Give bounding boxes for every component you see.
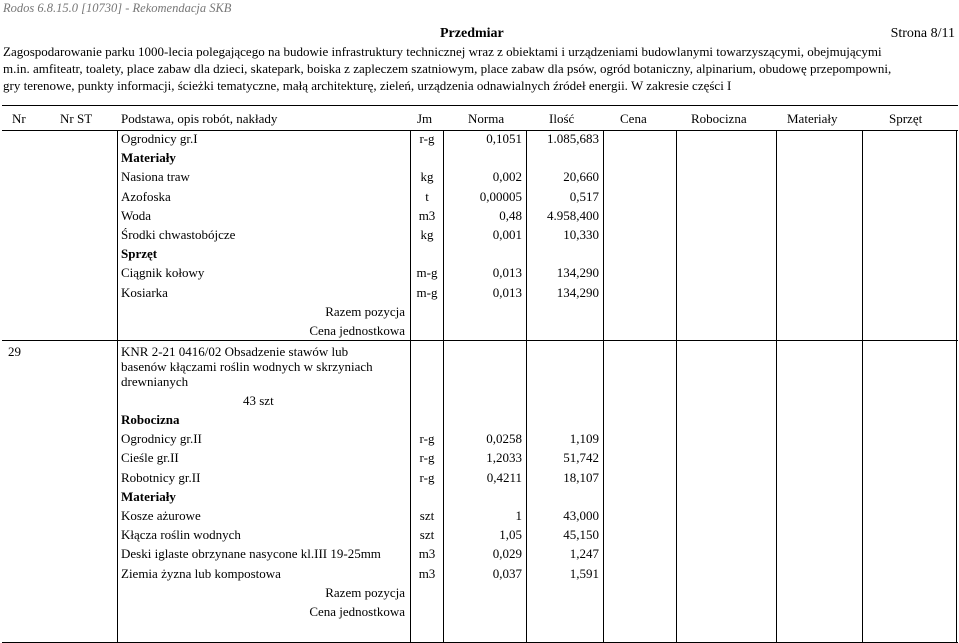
col-header-materialy: Materiały — [787, 111, 838, 126]
unit: m3 — [418, 546, 436, 562]
col-header-norma: Norma — [468, 111, 505, 126]
norm-value: 0,037 — [492, 565, 522, 581]
quantity-value: 1,591 — [569, 565, 599, 581]
quantity-value: 43,000 — [563, 508, 599, 523]
section-label: Sprzęt — [121, 246, 158, 262]
unit: kg — [420, 227, 434, 242]
header-line-2: m.in. amfiteatr, toalety, place zabaw dla dzieci, skatepark, boiska z zapleczem szatniowym, place zabaw dla psów, ogród botaniczny, alpinarium, obudowę przepompowni, — [3, 61, 892, 76]
resource-name: Ziemia żyzna lub kompostowa — [121, 565, 281, 581]
item-description-line-2: basenów kłączami roślin wodnych w skrzyniach — [121, 359, 373, 374]
norm-value: 1,05 — [499, 527, 522, 543]
unit: r-g — [419, 431, 435, 447]
unit: kg — [420, 169, 434, 185]
quantity-value: 18,107 — [563, 469, 599, 485]
col-divider — [956, 131, 957, 642]
item-description-line-1: KNR 2-21 0416/02 Obsadzenie stawów lub — [121, 344, 349, 359]
norm-value: 0,00005 — [479, 188, 522, 204]
resource-name: Ogrodnicy gr.II — [121, 431, 202, 447]
summary-label: Razem pozycja — [325, 303, 405, 319]
resource-name: Środki chwastobójcze — [121, 227, 236, 242]
col-divider — [603, 131, 604, 642]
quantity-value: 10,330 — [563, 227, 599, 242]
unit: r-g — [419, 450, 435, 466]
quantity-value: 1,247 — [569, 546, 599, 562]
quantity-value: 1,109 — [569, 431, 599, 447]
norm-value: 0,029 — [492, 546, 522, 562]
quantity-value: 20,660 — [563, 169, 599, 185]
unit: t — [425, 188, 429, 204]
norm-value: 1 — [515, 508, 522, 523]
header-line-3: gry terenowe, punkty informacji, ścieżki tematyczne, małą architekturę, zieleń, urządzenia odnawialnych źródeł energii. W zakresie części I — [3, 78, 732, 93]
unit: r-g — [419, 469, 435, 485]
quantity-value: 1.085,683 — [547, 131, 599, 146]
quantity-value: 4.958,400 — [547, 207, 599, 223]
section-label: Materiały — [121, 150, 176, 166]
item-divider — [2, 340, 958, 341]
table-top-border — [2, 105, 958, 106]
resource-name: Ciągnik kołowy — [121, 265, 205, 281]
quantity-value: 45,150 — [563, 527, 599, 543]
norm-value: 0,013 — [492, 265, 522, 281]
col-header-ilosc: Ilość — [549, 111, 575, 126]
quantity-value: 51,742 — [563, 450, 599, 466]
norm-value: 0,001 — [492, 227, 522, 242]
unit: m-g — [416, 284, 438, 300]
page-number: Strona 8/11 — [890, 26, 955, 41]
resource-name: Woda — [121, 207, 151, 223]
col-header-opis: Podstawa, opis robót, nakłady — [121, 111, 278, 126]
col-header-nr-st: Nr ST — [60, 111, 93, 126]
col-divider — [862, 131, 863, 642]
app-title: Rodos 6.8.15.0 [10730] - Rekomendacja SKB — [3, 1, 232, 15]
quantity-value: 134,290 — [556, 265, 599, 281]
norm-value: 0,0258 — [486, 431, 522, 447]
unit: r-g — [419, 131, 435, 146]
resource-name: Robotnicy gr.II — [121, 469, 201, 485]
norm-value: 0,013 — [492, 284, 522, 300]
header-line-1: Zagospodarowanie parku 1000-lecia polegającego na budowie infrastruktury technicznej wraz z obiektami i urządzeniami budowlanymi towarzyszącymi, obejmującymi — [3, 44, 882, 59]
unit: szt — [419, 527, 435, 543]
quantity-value: 0,517 — [569, 188, 599, 204]
document-title: Przedmiar — [440, 26, 504, 41]
col-header-sprzet: Sprzęt — [889, 111, 923, 126]
col-divider — [676, 131, 677, 642]
quantity-value: 134,290 — [556, 284, 599, 300]
col-divider — [117, 131, 118, 642]
unit: m-g — [416, 265, 438, 281]
norm-value: 0,4211 — [486, 469, 522, 485]
unit: m3 — [418, 565, 436, 581]
resource-name: Kosze ażurowe — [121, 508, 201, 523]
resource-name: Kłącza roślin wodnych — [121, 527, 241, 543]
norm-value: 0,48 — [499, 207, 522, 223]
norm-value: 0,1051 — [486, 131, 522, 146]
item-description-line-3: drewnianych — [121, 374, 189, 389]
summary-label: Cena jednostkowa — [309, 323, 405, 338]
norm-value: 0,002 — [492, 169, 522, 185]
resource-name: Deski iglaste obrzynane nasycone kl.III 19-25mm — [121, 546, 381, 562]
resource-name: Ogrodnicy gr.I — [121, 131, 198, 146]
resource-name: Cieśle gr.II — [121, 450, 179, 466]
unit: m3 — [418, 207, 436, 223]
resource-name: Azofoska — [121, 188, 171, 204]
summary-label: Cena jednostkowa — [309, 604, 405, 619]
section-label: Materiały — [121, 488, 176, 504]
col-header-nr: Nr — [12, 111, 26, 126]
col-divider — [776, 131, 777, 642]
summary-label: Razem pozycja — [325, 584, 405, 600]
item-quantity: 43 szt — [243, 393, 274, 408]
resource-name: Nasiona traw — [121, 169, 190, 185]
norm-value: 1,2033 — [486, 450, 522, 466]
item-number: 29 — [8, 344, 21, 359]
section-label: Robocizna — [121, 412, 180, 427]
col-header-jm: Jm — [417, 111, 433, 126]
col-header-cena: Cena — [620, 111, 647, 126]
col-header-robocizna: Robocizna — [691, 111, 747, 126]
unit: szt — [419, 508, 435, 523]
resource-name: Kosiarka — [121, 284, 168, 300]
